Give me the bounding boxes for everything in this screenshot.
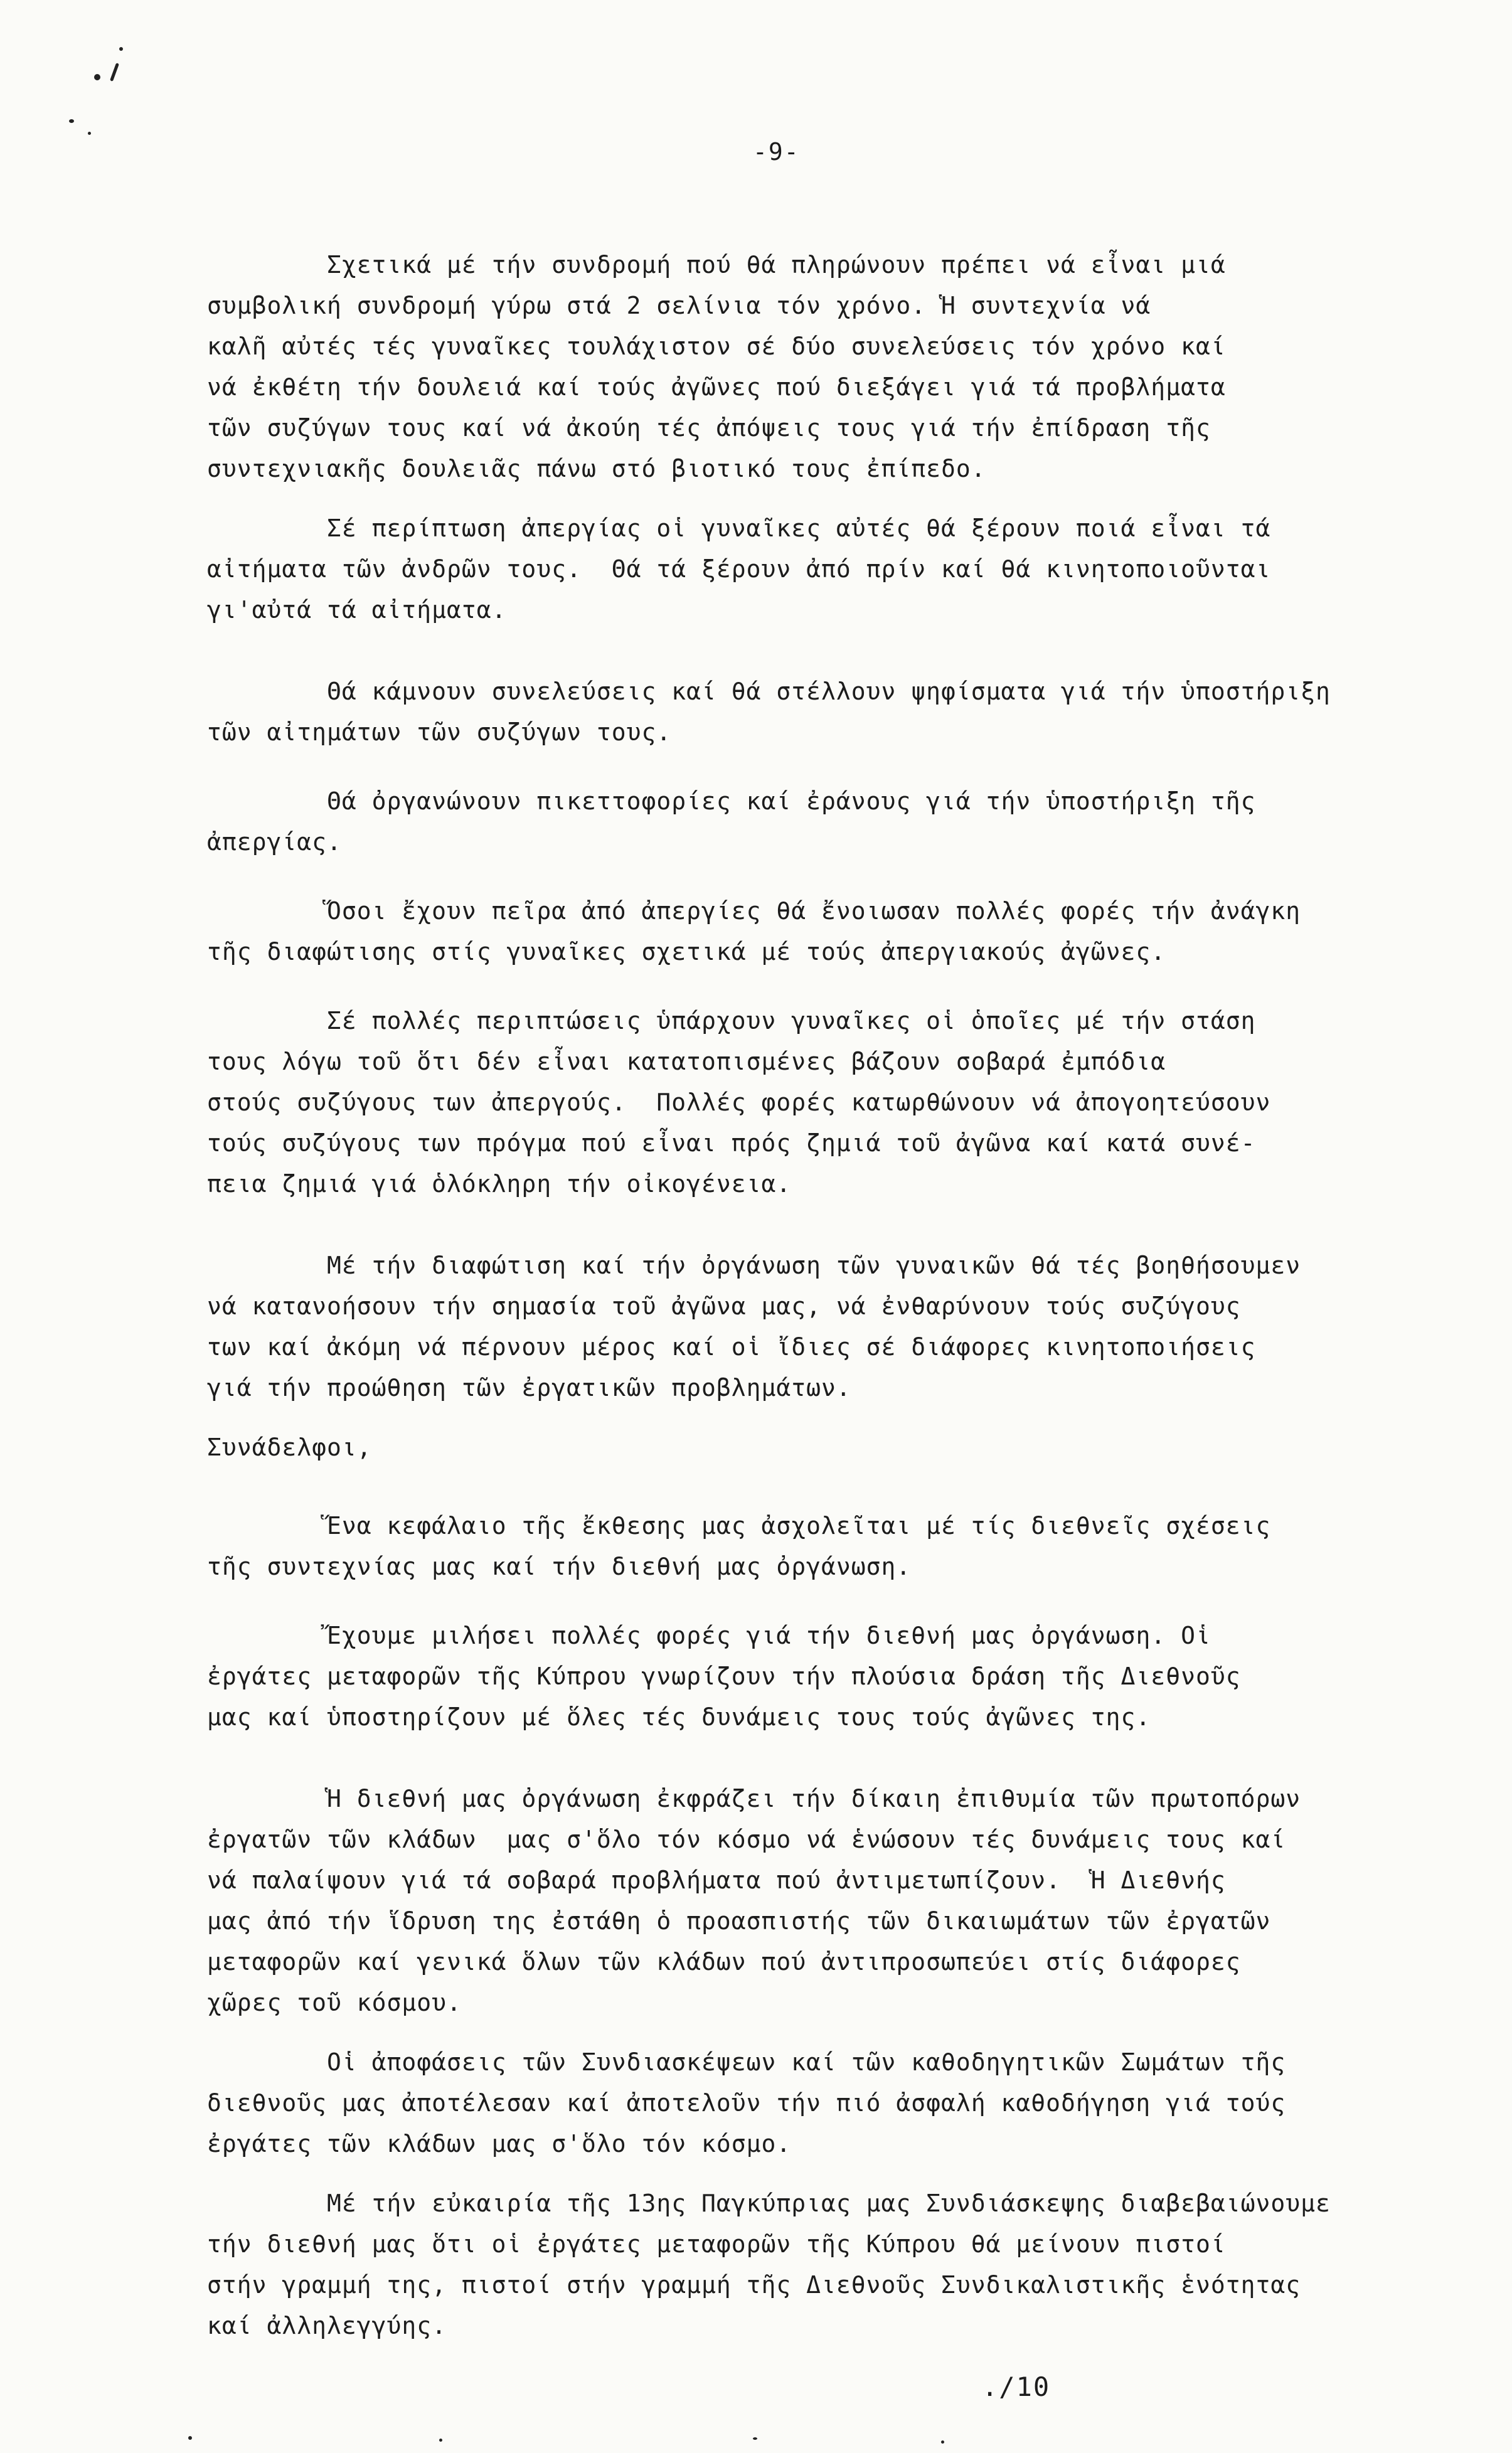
paragraph-13th-conference: Μέ τήν εὐκαιρία τῆς 13ης Παγκύπριας μας Συνδιάσκεψης διαβεβαιώνουμε τήν διεθνή μας ὅτι οἱ ἐργάτες μεταφορῶν τῆς Κύπρου θά μείνουν πιστοί στήν γραμμή της, πιστοί στήν γραμμή τῆς Διεθνοῦς Συνδικαλιστικῆς ἑνότητας καί ἀλληλεγγύης. (207, 2190, 1331, 2339)
page-number: -9- (753, 138, 800, 166)
scan-speck (188, 2436, 192, 2440)
scan-speck (94, 74, 100, 80)
paragraph-strike-experience: Ὅσοι ἔχουν πεῖρα ἀπό ἀπεργίες θά ἔνοιωσαν πολλές φορές τήν ἀνάγκη τῆς διαφώτισης στίς γυναῖκες σχετικά μέ τούς ἀπεργιακούς ἀγῶνες. (207, 897, 1301, 966)
scan-speck (88, 132, 91, 135)
paragraph-enlightenment: Μέ τήν διαφώτιση καί τήν ὀργάνωση τῶν γυναικῶν θά τές βοηθήσουμεν νά κατανοήσουν τήν σημασία τοῦ ἀγῶνα μας, νά ἐνθαρύνουν τούς συζύγους των καί ἀκόμη νά πέρνουν μέρος καί οἱ ἴδιες σέ διάφορες κινητοποιήσεις γιά τήν προώθηση τῶν ἐργατικῶν προβλημάτων. (207, 1252, 1301, 1402)
salutation: Συνάδελφοι, (207, 1434, 372, 1461)
paragraph-conference-decisions: Οἱ ἀποφάσεις τῶν Συνδιασκέψεων καί τῶν καθοδηγητικῶν Σωμάτων τῆς διεθνοῦς μας ἀποτέλεσαν καί ἀποτελοῦν τήν πιό ἀσφαλή καθοδήγηση γιά τούς ἐργάτες τῶν κλάδων μας σ'ὅλο τόν κόσμο. (207, 2048, 1286, 2158)
paragraph-obstacles: Σέ πολλές περιπτώσεις ὑπάρχουν γυναῖκες οἱ ὁποῖες μέ τήν στάση τους λόγω τοῦ ὅτι δέν εἶναι κατατοπισμένες βάζουν σοβαρά ἐμπόδια στούς συζύγους των ἀπεργούς. Πολλές φορές κατωρθώνουν νά ἀπογοητεύσουν τούς συζύγους των πρόγμα πού εἶναι πρός ζημιά τοῦ ἀγῶνα καί κατά συνέ- πεια ζημιά γιά ὁλόκληρη τήν οἰκογένεια. (207, 1007, 1271, 1198)
paragraph-international-desire: Ἡ διεθνή μας ὀργάνωση ἐκφράζει τήν δίκαιη ἐπιθυμία τῶν πρωτοπόρων ἐργατῶν τῶν κλάδων μας σ'ὅλο τόν κόσμο νά ἑνώσουν τές δυνάμεις τους καί νά παλαίψουν γιά τά σοβαρά προβλήματα πού ἀντιμετωπίζουν. Ἡ Διεθνής μας ἀπό τήν ἵδρυση της ἐστάθη ὁ προασπιστής τῶν δικαιωμάτων τῶν ἐργατῶν μεταφορῶν καί γενικά ὅλων τῶν κλάδων πού ἀντιπροσωπεύει στίς διάφορες χῶρες τοῦ κόσμου. (207, 1785, 1301, 2016)
scan-speck (110, 63, 119, 82)
paragraph-meetings-resolutions: Θά κάμνουν συνελεύσεις καί θά στέλλουν ψηφίσματα γιά τήν ὑποστήριξη τῶν αἰτημάτων τῶν συζύγων τους. (207, 678, 1331, 746)
scan-speck (439, 2439, 442, 2442)
scan-speck (119, 47, 123, 51)
paragraph-picketing: Θά ὀργανώνουν πικεττοφορίες καί ἐράνους γιά τήν ὑποστήριξη τῆς ἀπεργίας. (207, 787, 1256, 856)
scan-speck (753, 2437, 757, 2440)
paragraph-membership-fee: Σχετικά μέ τήν συνδρομή πού θά πληρώνουν πρέπει νά εἶναι μιά συμβολική συνδρομή γύρω στά 2 σελίνια τόν χρόνο. Ἡ συντεχνία νά καλῆ αὐτές τές γυναῖκες τουλάχιστον σέ δύο συνελεύσεις τόν χρόνο καί νά ἐκθέτη τήν δουλειά καί τούς ἀγῶνες πού διεξάγει γιά τά προβλήματα τῶν συζύγων τους καί νά ἀκούη τές ἀπόψεις τους γιά τήν ἐπίδραση τῆς συντεχνιακῆς δουλειᾶς πάνω στό βιοτικό τους ἐπίπεδο. (207, 251, 1226, 482)
scan-speck (69, 119, 74, 123)
continuation-marker: ./10 (982, 2371, 1051, 2402)
paragraph-international-organization: Ἔχουμε μιλήσει πολλές φορές γιά τήν διεθνή μας ὀργάνωση. Οἱ ἐργάτες μεταφορῶν τῆς Κύπρου γνωρίζουν τήν πλούσια δράση τῆς Διεθνοῦς μας καί ὑποστηρίζουν μέ ὅλες τές δυνάμεις τους τούς ἀγῶνες της. (207, 1622, 1241, 1731)
scan-speck (941, 2440, 944, 2444)
scan-bottom-edge (0, 2425, 1512, 2453)
paragraph-strike-demands: Σέ περίπτωση ἀπεργίας οἱ γυναῖκες αὐτές θά ξέρουν ποιά εἶναι τά αἰτήματα τῶν ἀνδρῶν τους. Θά τά ξέρουν ἀπό πρίν καί θά κινητοποιοῦνται γι'αὐτά τά αἰτήματα. (207, 514, 1271, 624)
paragraph-international-chapter: Ἕνα κεφάλαιο τῆς ἔκθεσης μας ἀσχολεῖται μέ τίς διεθνεῖς σχέσεις τῆς συντεχνίας μας καί τήν διεθνή μας ὀργάνωση. (207, 1512, 1271, 1580)
